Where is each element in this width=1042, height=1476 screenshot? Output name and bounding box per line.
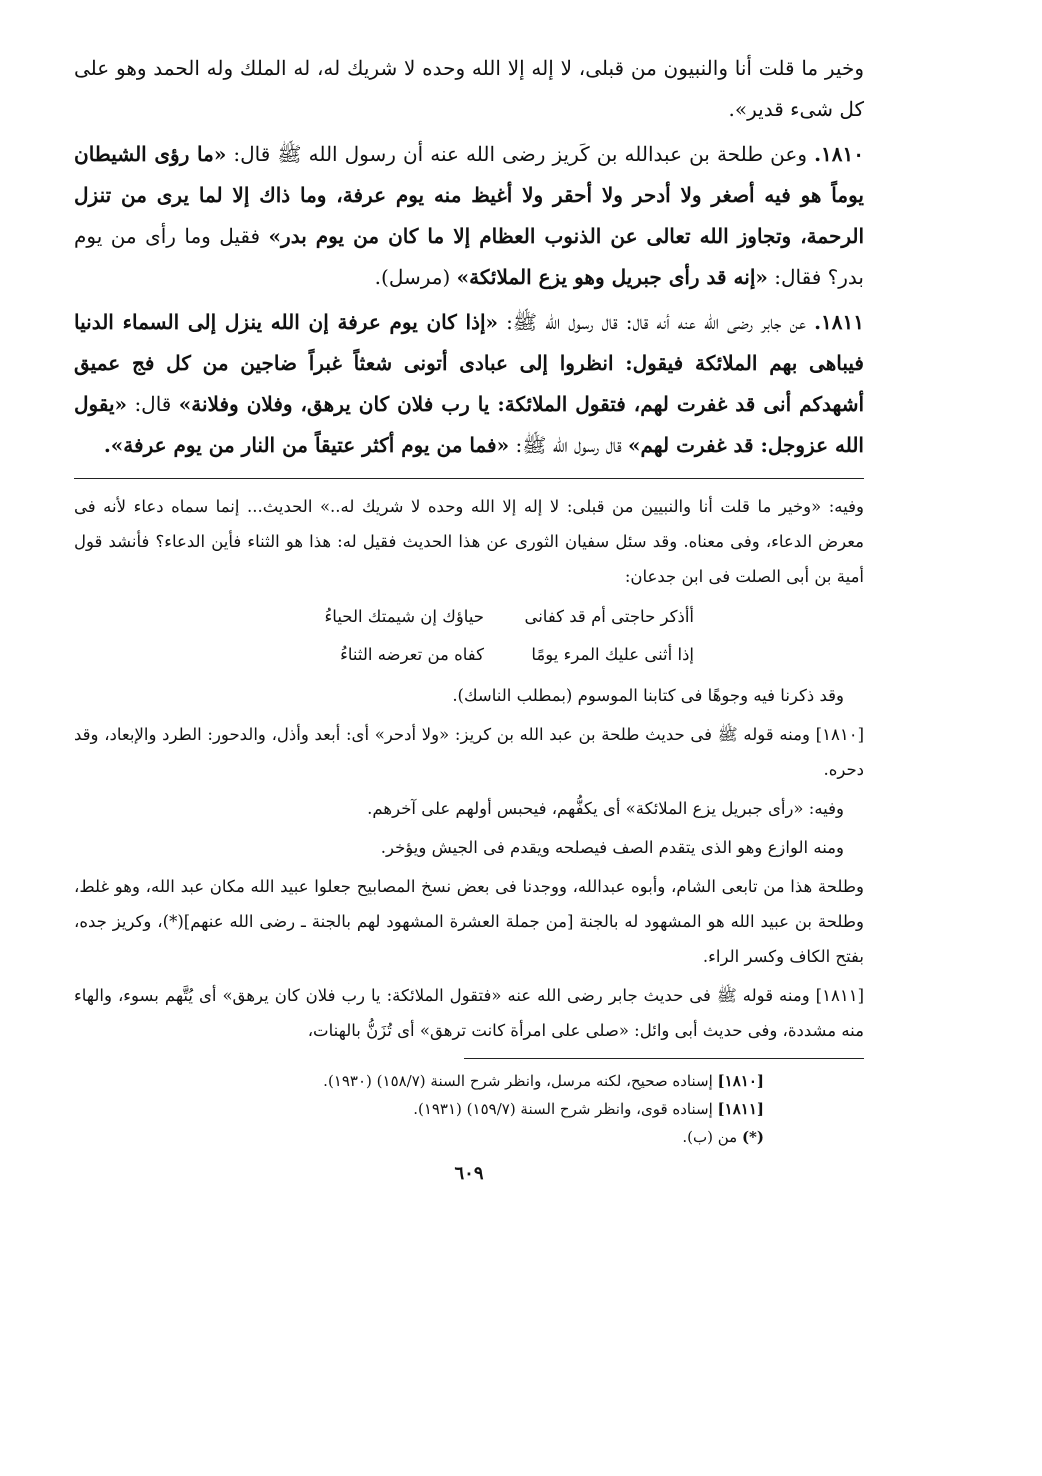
footnote-text: إسناده صحيح، لكنه مرسل، وانظر شرح السنة (١٥٨/٧) (١٩٣٠).	[323, 1072, 713, 1090]
footnote-text: إسناده قوى، وانظر شرح السنة (١٥٩/٧) (١٩٣١).	[413, 1100, 713, 1118]
hadith-said-2: قال رسول الله ﷺ:	[515, 433, 622, 457]
hadith-said: قال:	[134, 392, 172, 416]
commentary-paragraph: [١٨١١] ومنه قوله ﷺ فى حديث جابر رضى الله عنه «فتقول الملائكة: يا رب فلان كان يرهق» أى يُتَّهم بسوء، والهاء منه مشددة، وفى حديث أبى وائل: «صلى على امرأة كانت ترهق» أى تُزَنُّ بالهنات،	[74, 986, 864, 1040]
poem-hemistich: كفاه من تعرضه الثناءُ	[340, 645, 484, 664]
footnote	[74, 1123, 764, 1151]
footnote-number: [١٨١٠]	[717, 1072, 764, 1090]
book-page	[74, 48, 864, 1184]
hadith-matn: «ما رؤى الشيطان يوماً هو فيه أصغر ولا أدحر ولا أحقر ولا أغيظ منه يوم عرفة، وما ذاك إلا لما يرى من تنزل الرحمة، وتجاوز الله تعالى عن الذنوب العظام إلا ما كان من يوم بدر»	[74, 142, 865, 248]
commentary-paragraph: وفيه: «وخير ما قلت أنا والنبيين من قبلى: لا إله إلا الله وحده لا شريك له..» الحديث... إنما سماه دعاء لأنه فى معرض الدعاء، وفى معناه. وقد سئل سفيان الثورى عن هذا الحديث فقيل له: هذا هو الثناء فأين الدعاء؟ فأنشد قول أمية بن أبى الصلت فى ابن جدعان:	[74, 497, 864, 586]
footnote	[74, 1067, 764, 1095]
footnote-number: [١٨١١]	[717, 1100, 764, 1118]
poem-line	[74, 636, 864, 674]
footnote-text: من (ب).	[682, 1128, 738, 1146]
hadith-isnad: وعن طلحة بن عبدالله بن كَريز رضى الله عنه أن رسول الله ﷺ قال:	[233, 142, 807, 166]
hadith-matn: «إذا كان يوم عرفة إن الله ينزل إلى السماء الدنيا فيباهى بهم الملائكة فيقول: انظروا إلى عبادى أتونى شعثاً غبراً ضاجين من كل فج عميق أشهدكم أنى قد غفرت لهم، فتقول الملائكة: يا رب فلان كان يرهق، وفلان وفلانة»	[74, 310, 865, 416]
hadith-matn-2: «يقول الله عزوجل: قد غفرت لهم»	[74, 392, 864, 457]
hadith-text: وخير ما قلت أنا والنبيون من قبلى، لا إله إلا الله وحده لا شريك له، له الملك وله الحمد وهو على كل شىء قدير».	[74, 56, 864, 121]
hadith-1811	[74, 302, 864, 466]
page-number: ٦٠٩	[454, 1163, 484, 1184]
hadith-1809-ending	[74, 48, 864, 130]
commentary-paragraph: وقد ذكرنا فيه وجوهًا فى كتابنا الموسوم (بمطلب الناسك).	[452, 686, 844, 705]
footnotes	[74, 1067, 864, 1151]
hadith-1810	[74, 134, 864, 298]
poem	[74, 598, 864, 674]
hadith-question: فقيل وما رأى من يوم بدر؟ فقال:	[74, 224, 864, 289]
footnote-number: (*)	[741, 1128, 764, 1146]
hadith-answer: «إنه قد رأى جبريل وهو يزع الملائكة»	[456, 265, 768, 289]
hadith-number: ١٨١١.	[814, 310, 864, 334]
poem-hemistich: حياؤك إن شيمتك الحياءُ	[324, 607, 484, 626]
commentary-paragraph: [١٨١٠] ومنه قوله ﷺ فى حديث طلحة بن عبد الله بن كريز: «ولا أدحر» أى: أبعد وأذل، والدحور: الطرد والإبعاد، وقد دحره.	[74, 725, 864, 779]
commentary-paragraph: وفيه: «رأى جبريل يزع الملائكة» أى يكفُّهم، فيحبس أولهم على آخرهم.	[367, 799, 844, 818]
poem-line	[74, 598, 864, 636]
commentary-divider	[74, 478, 864, 479]
hadith-grade: (مرسل).	[374, 265, 451, 289]
poem-hemistich: إذا أثنى عليك المرء يومًا	[531, 645, 694, 664]
hadith-isnad: عن جابر رضى الله عنه أنه قال: قال رسول الله ﷺ:	[506, 310, 806, 334]
commentary-paragraph: وطلحة هذا من تابعى الشام، وأبوه عبدالله، ووجدنا فى بعض نسخ المصابيح جعلوا عبيد الله مكان عبد الله، وهو غلط، وطلحة بن عبيد الله هو المشهود له بالجنة [من جملة العشرة المشهود لهم بالجنة ـ رضى الله عنهم](*)، وكريز جده، بفتح الكاف وكسر الراء.	[74, 877, 864, 966]
footnote	[74, 1095, 764, 1123]
hadith-number: ١٨١٠.	[814, 142, 864, 166]
hadith-matn-3: «فما من يوم أكثر عتيقاً من النار من يوم عرفة».	[103, 433, 510, 457]
footnote-divider	[464, 1058, 864, 1059]
poem-hemistich: أأذكر حاجتى أم قد كفانى	[524, 607, 694, 626]
commentary-paragraph: ومنه الوازع وهو الذى يتقدم الصف فيصلحه ويقدم فى الجيش ويؤخر.	[380, 838, 844, 857]
